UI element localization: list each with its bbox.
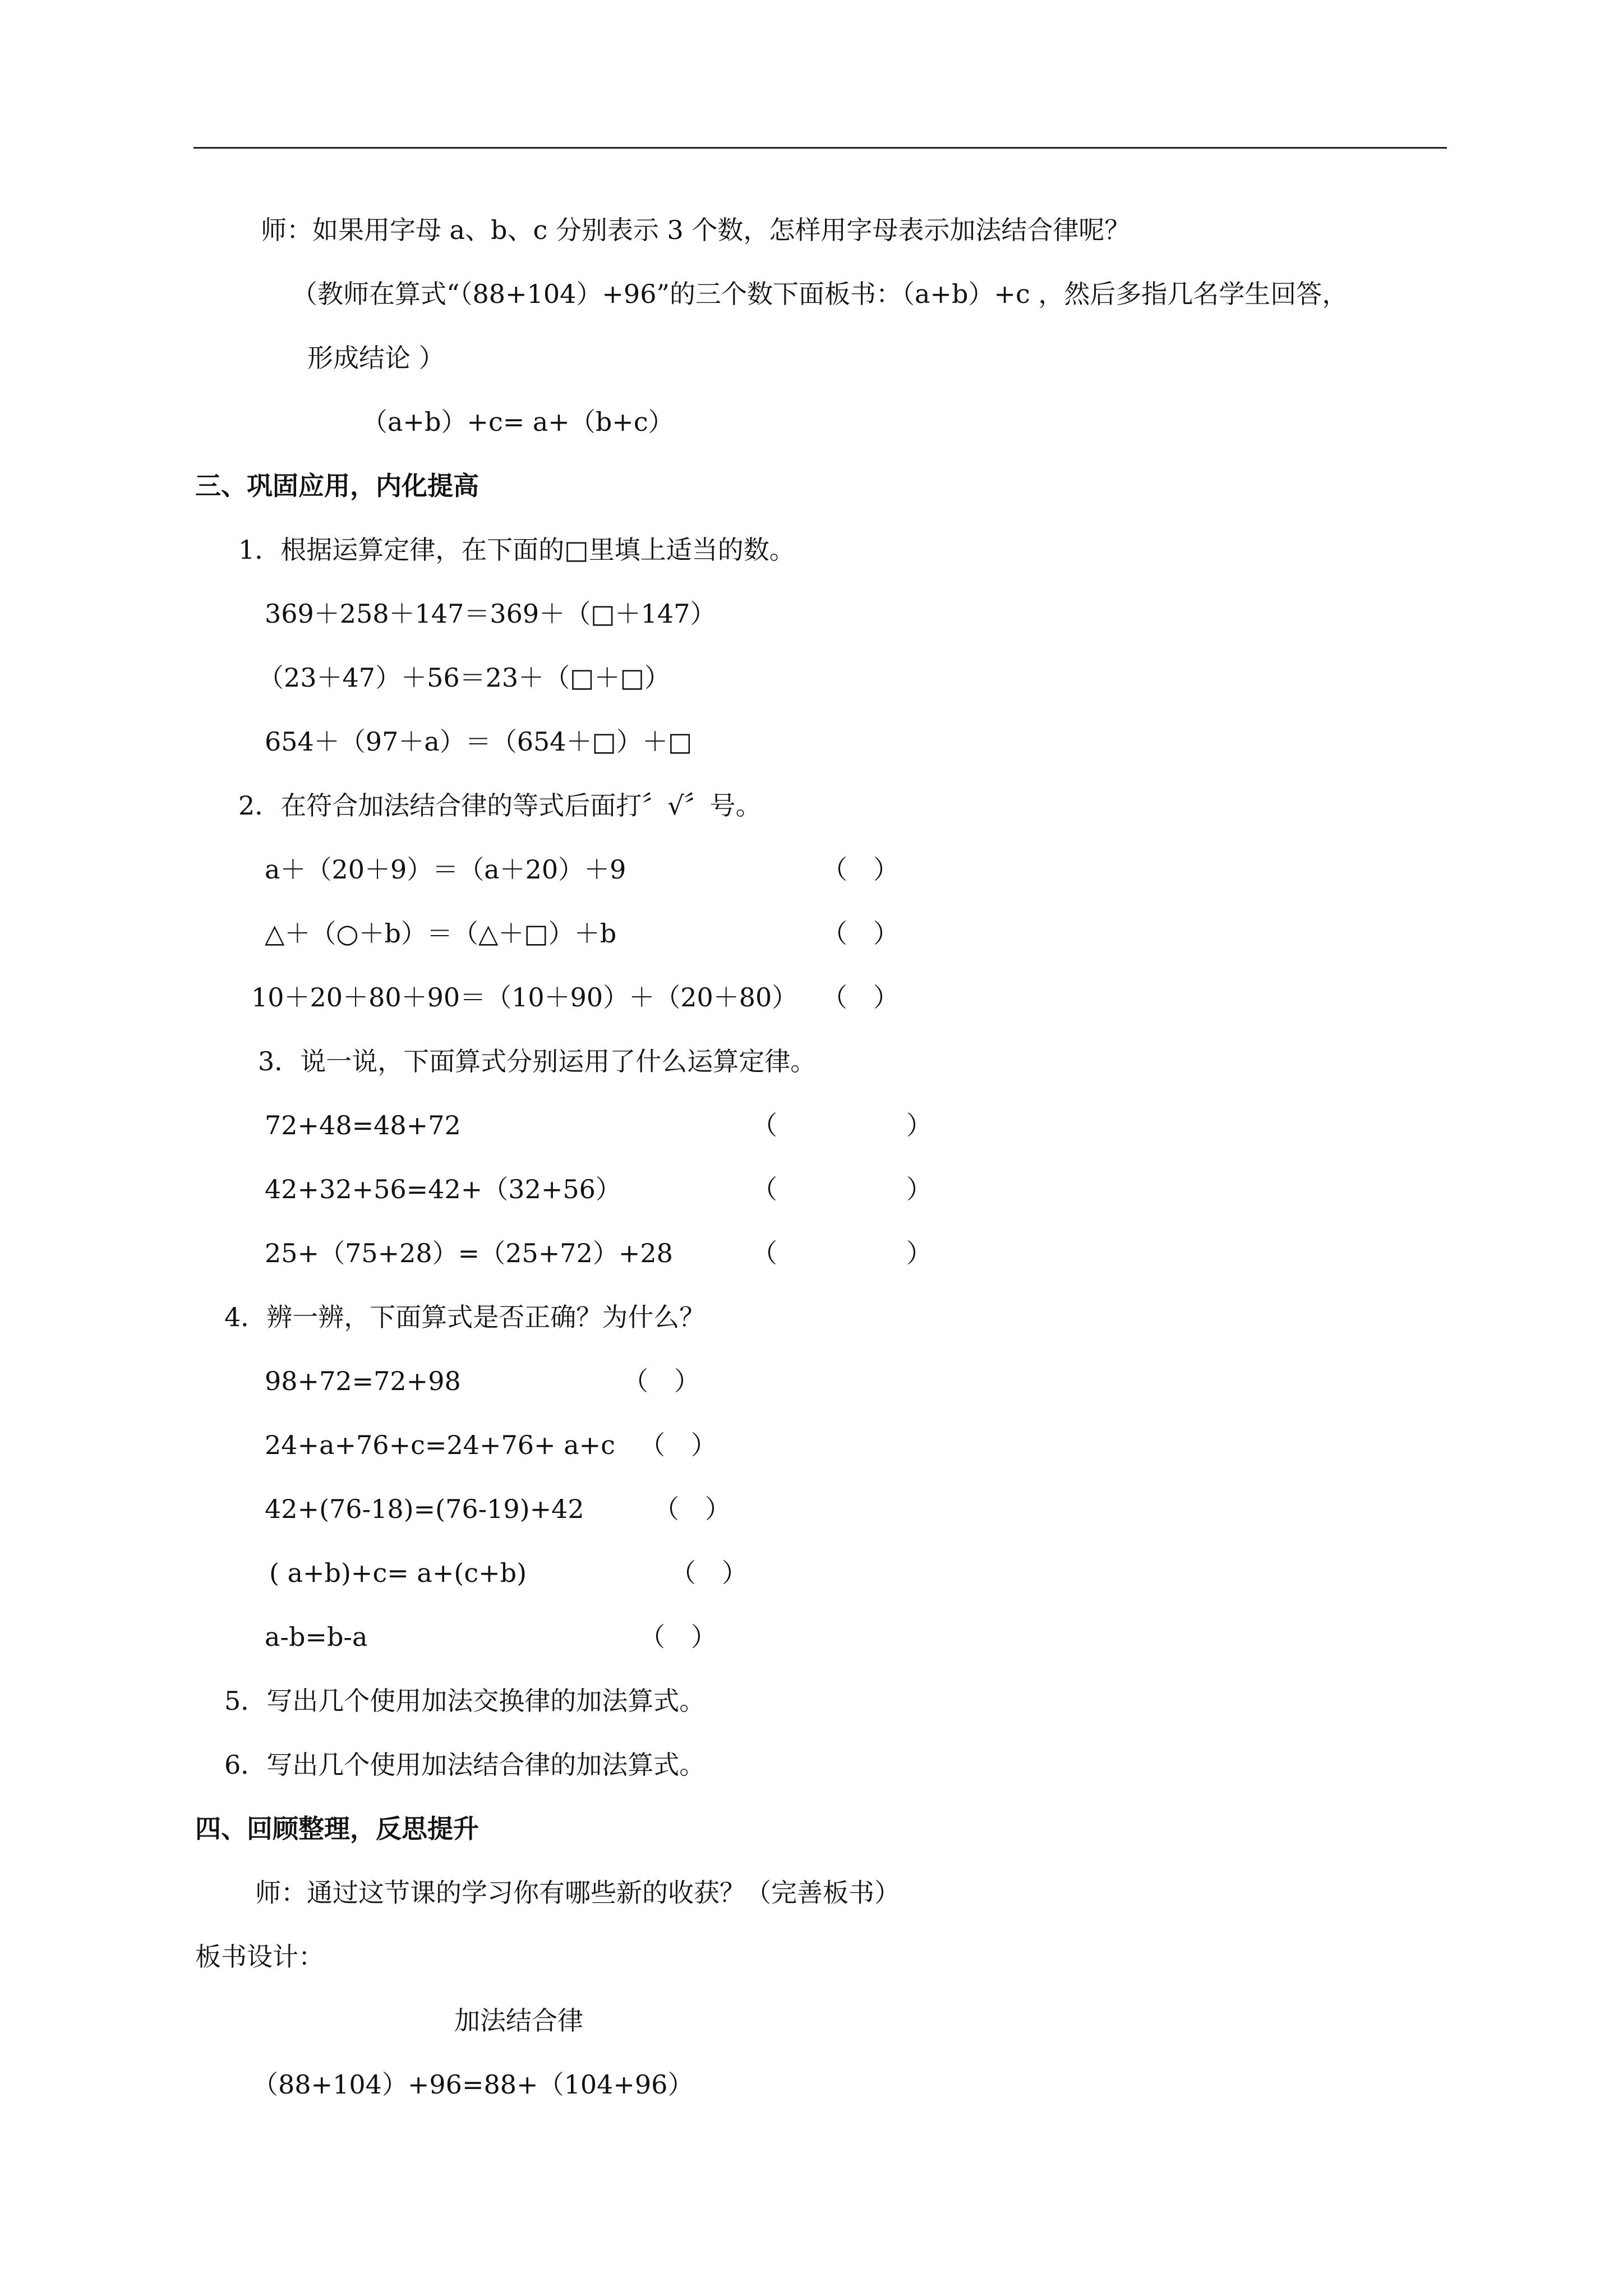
q3-expr: 42+32+56=42+（32+56） [265,1174,621,1204]
q2-expr: a＋（20＋9）＝（a＋20）＋9 [265,854,626,885]
board-title: 加法结合律 [454,2005,583,2036]
header-rule [193,147,1447,149]
q4-answer-blank: （ ） [670,1558,748,1588]
teacher-note-line1: （教师在算式“（88+104）+96”的三个数下面板书：（a+b）+c ，然后多指几名学生回答， [292,279,1348,309]
q4-title: 4．辨一辨，下面算式是否正确？为什么？ [224,1302,706,1332]
q4-expr: a-b=b-a [265,1622,368,1652]
board-formula: （88+104）+96=88+（104+96） [252,2069,694,2100]
q4-expr: 24+a+76+c=24+76+ a+c [265,1430,615,1460]
q3-answer-blank: （ ） [751,1174,932,1204]
q3-expr: 72+48=48+72 [265,1110,461,1140]
q3-answer-blank: （ ） [751,1110,932,1140]
q2-expr: △＋（○＋b）＝（△＋□）＋b [265,918,617,949]
q3-title: 3．说一说，下面算式分别运用了什么运算定律。 [258,1046,817,1076]
q5-text: 5．写出几个使用加法交换律的加法算式。 [224,1686,706,1716]
q4-expr: 98+72=72+98 [265,1366,461,1396]
q1-item: （23＋47）＋56＝23＋（□＋□） [258,662,671,693]
q2-answer-blank: （ ） [822,918,899,949]
q4-answer-blank: （ ） [623,1366,700,1396]
q2-answer-blank: （ ） [822,854,899,885]
section4-heading: 四、回顾整理，反思提升 [195,1814,479,1844]
teacher-question: 师：如果用字母 a、b、c 分别表示 3 个数，怎样用字母表示加法结合律呢？ [261,215,1131,245]
q4-expr: ( a+b)+c= a+(c+b) [269,1558,527,1588]
reflection-question: 师：通过这节课的学习你有哪些新的收获？（完善板书） [255,1878,900,1908]
q4-answer-blank: （ ） [639,1622,717,1652]
board-design-label: 板书设计： [195,1941,324,1972]
q2-expr: 10＋20＋80＋90＝（10＋90）＋（20＋80） [251,982,798,1013]
q3-answer-blank: （ ） [751,1238,932,1268]
q4-answer-blank: （ ） [639,1430,717,1460]
q6-text: 6．写出几个使用加法结合律的加法算式。 [224,1750,706,1780]
q2-answer-blank: （ ） [822,982,899,1013]
q2-title: 2．在符合加法结合律的等式后面打〞√〞号。 [238,790,762,821]
q3-expr: 25+（75+28）=（25+72）+28 [265,1238,673,1268]
q1-item: 369＋258＋147＝369＋（□＋147） [265,599,716,629]
q4-expr: 42+(76-18)=(76-19)+42 [265,1494,584,1524]
q1-title: 1．根据运算定律，在下面的□里填上适当的数。 [238,535,795,565]
q4-answer-blank: （ ） [653,1494,731,1524]
teacher-note-line2: 形成结论 ） [307,343,445,373]
q1-item: 654＋（97＋a）＝（654＋□）＋□ [265,726,693,757]
associative-formula: （a+b）+c= a+（b+c） [362,407,674,437]
section3-heading: 三、巩固应用，内化提高 [195,471,479,501]
